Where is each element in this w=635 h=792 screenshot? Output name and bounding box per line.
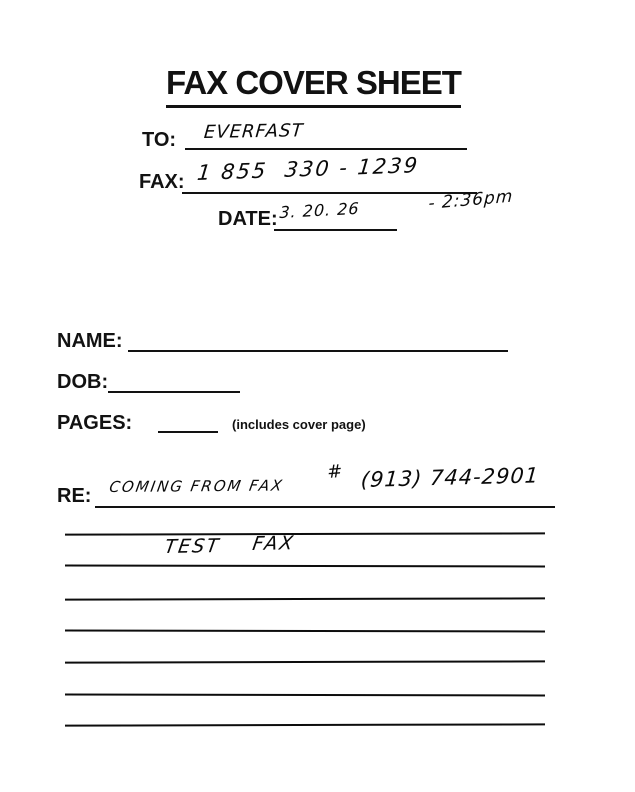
message-handwritten-word: FAX <box>251 532 297 555</box>
pages-label: PAGES: <box>57 412 133 434</box>
re-handwritten-number-sign: # <box>326 460 344 483</box>
ruled-line <box>65 532 545 535</box>
name-underline <box>128 350 508 352</box>
to-handwritten-value: EVERFAST <box>203 120 305 143</box>
to-label: TO: <box>142 129 177 151</box>
ruled-line <box>65 597 545 600</box>
dob-label: DOB: <box>57 371 109 393</box>
ruled-line <box>65 693 545 696</box>
time-handwritten-note: - 2:36pm <box>428 186 514 214</box>
re-underline <box>95 506 555 508</box>
fax-handwritten-value: 1 855 330 - 1239 <box>196 153 421 185</box>
page-title: FAX COVER SHEET <box>166 64 461 108</box>
date-label: DATE: <box>218 208 278 230</box>
pages-note: (includes cover page) <box>232 417 366 432</box>
re-handwritten-phone: (913) 744-2901 <box>360 463 541 492</box>
pages-underline <box>158 431 218 433</box>
re-label: RE: <box>57 485 92 507</box>
date-handwritten-value: 3. 20. 26 <box>279 198 361 222</box>
date-underline <box>274 229 397 231</box>
to-underline <box>185 148 467 150</box>
fax-label: FAX: <box>139 171 185 193</box>
message-handwritten-word: TEST <box>163 534 222 558</box>
ruled-line <box>65 723 545 726</box>
re-handwritten-value: COMING FROM FAX <box>108 476 286 496</box>
ruled-line <box>65 564 545 567</box>
ruled-line <box>65 660 545 663</box>
name-label: NAME: <box>57 330 123 352</box>
ruled-line <box>65 629 545 632</box>
dob-underline <box>108 391 240 393</box>
